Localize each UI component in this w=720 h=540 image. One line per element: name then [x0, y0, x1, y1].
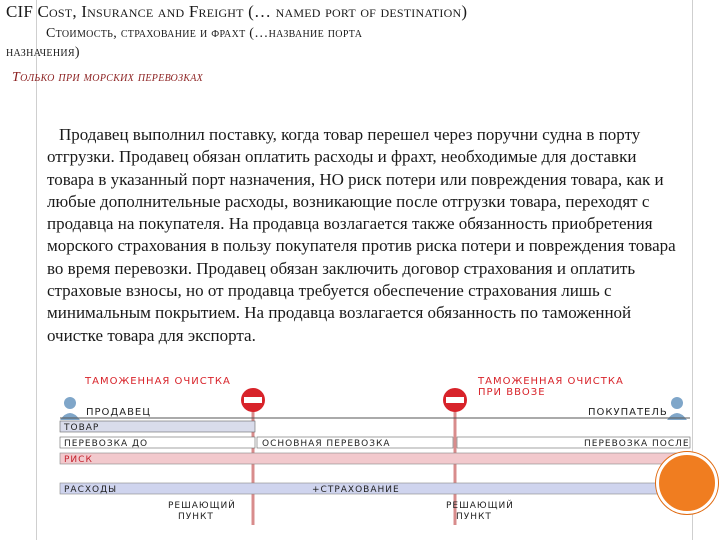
- stop-sign-export-icon: [241, 388, 265, 412]
- title-term-english: Cost, Insurance and Freight (… named port of destination): [37, 2, 468, 21]
- body-paragraph: Продавец выполнил поставку, когда товар перешел через поручни судна в порту отгрузки. Продавец обязан оплатить расходы и фрахт, необходимые для доставки товара в указанный порт назначения, НО риск потери или повреждения товара, как и любые дополнительные расходы, возникающие после отгрузки товара, переходят с продавца на покупателя. На продавца возлагается также обязанность приобретения морского страхования в пользу покупателя против риска потери и повреждения товара во время перевозки. Продавец обязан заключить договор страхования и оплатить страховые взносы, но от продавца требуется обеспечение страхования лишь с минимальным покрытием. На продавца возлагается обязанность по таможенной очистке товара для экспорта.: [47, 125, 676, 345]
- slide-title: [6, 2, 706, 61]
- incoterms-diagram: [0, 374, 720, 540]
- buyer-person-icon: [667, 397, 687, 420]
- critical-point-right-2: ПУНКТ: [456, 512, 492, 522]
- carriage-before-label: ПЕРЕВОЗКА ДО: [64, 439, 149, 449]
- main-carriage-label: ОСНОВНАЯ ПЕРЕВОЗКА: [262, 439, 391, 449]
- customs-import-label-2: ПРИ ВВОЗЕ: [478, 387, 546, 398]
- customs-import-label-1: ТАМОЖЕННАЯ ОЧИСТКА: [478, 376, 624, 387]
- title-term-cif: CIF: [6, 2, 38, 21]
- insurance-label: +СТРАХОВАНИЕ: [312, 485, 400, 495]
- risk-label: РИСК: [64, 455, 93, 465]
- critical-point-left-1: РЕШАЮЩИЙ: [168, 501, 236, 511]
- critical-point-left-2: ПУНКТ: [178, 512, 214, 522]
- slide-subtitle: Только при морских перевозках: [12, 70, 204, 85]
- title-line-russian: Стоимость, страхование и фрахт (…название порта: [46, 26, 363, 41]
- goods-label: ТОВАР: [64, 423, 100, 433]
- carriage-after-label: ПЕРЕВОЗКА ПОСЛЕ: [584, 439, 690, 449]
- accent-circle: [656, 452, 718, 514]
- critical-point-right-1: РЕШАЮЩИЙ: [446, 501, 514, 511]
- seller-label: ПРОДАВЕЦ: [86, 407, 152, 418]
- costs-label: РАСХОДЫ: [64, 485, 118, 495]
- buyer-label: ПОКУПАТЕЛЬ: [588, 407, 668, 418]
- customs-export-label: ТАМОЖЕННАЯ ОЧИСТКА: [85, 376, 231, 387]
- title-line-english: [6, 2, 706, 22]
- stop-sign-import-icon: [443, 388, 467, 412]
- risk-bar: [60, 453, 690, 464]
- seller-person-icon: [60, 397, 80, 420]
- title-line-russian-cont: назначения): [6, 45, 80, 60]
